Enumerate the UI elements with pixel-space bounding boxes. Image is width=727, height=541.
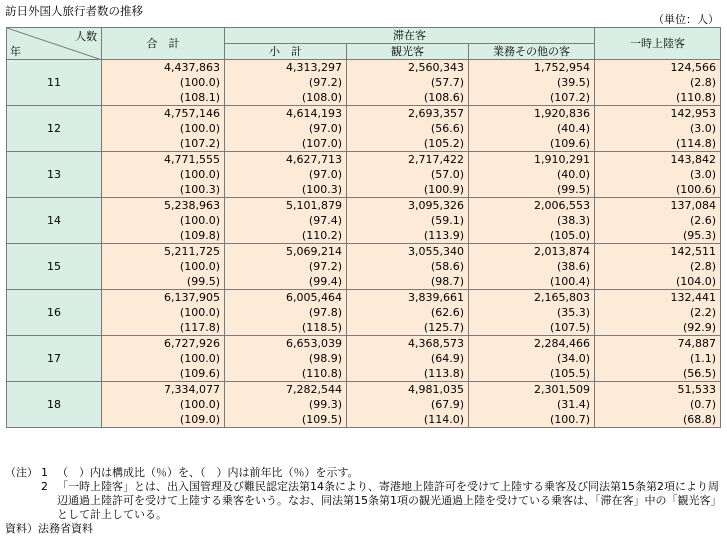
value-cell: (98.9) bbox=[225, 351, 347, 366]
value-cell: (100.3) bbox=[102, 182, 225, 198]
value-cell: 2,693,357 bbox=[347, 106, 469, 122]
value-cell: (100.0) bbox=[102, 213, 225, 228]
table-row bbox=[7, 121, 721, 136]
value-cell: (40.0) bbox=[469, 167, 595, 182]
value-cell: (67.9) bbox=[347, 397, 469, 412]
value-cell: (2.6) bbox=[595, 213, 721, 228]
unit-label: （単位：人） bbox=[653, 13, 719, 26]
value-cell: (107.5) bbox=[469, 320, 595, 336]
value-cell: 1,910,291 bbox=[469, 152, 595, 168]
header-subtotal: 小 計 bbox=[225, 44, 347, 60]
value-cell: 4,757,146 bbox=[102, 106, 225, 122]
table-row bbox=[7, 320, 721, 336]
value-cell: 74,887 bbox=[595, 336, 721, 352]
table-row bbox=[7, 136, 721, 152]
value-cell: (62.6) bbox=[347, 305, 469, 320]
year-cell: 14 bbox=[7, 198, 102, 244]
value-cell: (125.7) bbox=[347, 320, 469, 336]
value-cell: (99.4) bbox=[225, 274, 347, 290]
value-cell: (107.2) bbox=[469, 90, 595, 106]
table-row bbox=[7, 106, 721, 122]
value-cell: 4,627,713 bbox=[225, 152, 347, 168]
table-row bbox=[7, 198, 721, 214]
value-cell: (100.0) bbox=[102, 167, 225, 182]
table-row bbox=[7, 397, 721, 412]
value-cell: (98.7) bbox=[347, 274, 469, 290]
value-cell: 143,842 bbox=[595, 152, 721, 168]
value-cell: (99.5) bbox=[102, 274, 225, 290]
year-cell: 17 bbox=[7, 336, 102, 382]
table-row bbox=[7, 75, 721, 90]
value-cell: (110.2) bbox=[225, 228, 347, 244]
value-cell: (97.8) bbox=[225, 305, 347, 320]
value-cell: 6,005,464 bbox=[225, 290, 347, 306]
value-cell: (64.9) bbox=[347, 351, 469, 366]
value-cell: (109.6) bbox=[102, 366, 225, 382]
table-row bbox=[7, 336, 721, 352]
value-cell: 132,441 bbox=[595, 290, 721, 306]
value-cell: (100.0) bbox=[102, 351, 225, 366]
value-cell: (38.6) bbox=[469, 259, 595, 274]
value-cell: (105.2) bbox=[347, 136, 469, 152]
value-cell: (35.3) bbox=[469, 305, 595, 320]
value-cell: 7,282,544 bbox=[225, 382, 347, 398]
value-cell: (31.4) bbox=[469, 397, 595, 412]
value-cell: (92.9) bbox=[595, 320, 721, 336]
value-cell: (100.0) bbox=[102, 259, 225, 274]
value-cell: (97.4) bbox=[225, 213, 347, 228]
value-cell: (113.8) bbox=[347, 366, 469, 382]
table-row bbox=[7, 382, 721, 398]
table-row bbox=[7, 182, 721, 198]
value-cell: (99.5) bbox=[469, 182, 595, 198]
value-cell: 2,013,874 bbox=[469, 244, 595, 260]
value-cell: 5,069,214 bbox=[225, 244, 347, 260]
note-2-text: 「一時上陸客」とは、出入国管理及び難民認定法第14条により、寄港地上陸許可を受けて上陸する乗客及び同法第15条第2項により周辺通過上陸許可を受けて上陸する乗客をいう。なお、同法第15条第1項の観光通過上陸を受けている乗客は、「滞在客」中の「観光客」として計上している。 bbox=[57, 480, 719, 521]
visitor-stats-table bbox=[6, 27, 721, 428]
value-cell: 2,560,343 bbox=[347, 60, 469, 76]
value-cell: 51,533 bbox=[595, 382, 721, 398]
corner-bottom-label: 年 bbox=[10, 45, 21, 58]
value-cell: (105.0) bbox=[469, 228, 595, 244]
value-cell: (100.3) bbox=[225, 182, 347, 198]
value-cell: 4,437,863 bbox=[102, 60, 225, 76]
value-cell: (1.1) bbox=[595, 351, 721, 366]
value-cell: (97.0) bbox=[225, 121, 347, 136]
table-row bbox=[7, 412, 721, 428]
table-row bbox=[7, 290, 721, 306]
value-cell: (3.0) bbox=[595, 121, 721, 136]
value-cell: 4,981,035 bbox=[347, 382, 469, 398]
value-cell: (97.2) bbox=[225, 259, 347, 274]
value-cell: (97.0) bbox=[225, 167, 347, 182]
table-row bbox=[7, 259, 721, 274]
year-cell: 18 bbox=[7, 382, 102, 428]
table-row bbox=[7, 60, 721, 76]
value-cell: (2.8) bbox=[595, 259, 721, 274]
value-cell: 3,095,326 bbox=[347, 198, 469, 214]
value-cell: (108.6) bbox=[347, 90, 469, 106]
value-cell: (95.3) bbox=[595, 228, 721, 244]
value-cell: (117.8) bbox=[102, 320, 225, 336]
value-cell: 4,313,297 bbox=[225, 60, 347, 76]
table-row bbox=[7, 213, 721, 228]
value-cell: (34.0) bbox=[469, 351, 595, 366]
value-cell: 137,084 bbox=[595, 198, 721, 214]
value-cell: 3,839,661 bbox=[347, 290, 469, 306]
value-cell: (109.8) bbox=[102, 228, 225, 244]
note-1-number: 1 bbox=[41, 466, 48, 479]
table-row bbox=[7, 244, 721, 260]
year-cell: 15 bbox=[7, 244, 102, 290]
value-cell: (57.0) bbox=[347, 167, 469, 182]
value-cell: (58.6) bbox=[347, 259, 469, 274]
value-cell: 2,006,553 bbox=[469, 198, 595, 214]
value-cell: (56.5) bbox=[595, 366, 721, 382]
value-cell: 4,614,193 bbox=[225, 106, 347, 122]
value-cell: (38.3) bbox=[469, 213, 595, 228]
table-body bbox=[7, 60, 721, 428]
header-business: 業務その他の客 bbox=[469, 44, 595, 60]
value-cell: 6,727,926 bbox=[102, 336, 225, 352]
value-cell: (100.0) bbox=[102, 397, 225, 412]
table-row bbox=[7, 366, 721, 382]
value-cell: 2,717,422 bbox=[347, 152, 469, 168]
header-stay-group: 滞在客 bbox=[225, 28, 595, 44]
value-cell: (57.7) bbox=[347, 75, 469, 90]
value-cell: (100.7) bbox=[469, 412, 595, 428]
value-cell: (99.3) bbox=[225, 397, 347, 412]
corner-top-label: 人数 bbox=[75, 30, 97, 43]
value-cell: 3,055,340 bbox=[347, 244, 469, 260]
year-cell: 12 bbox=[7, 106, 102, 152]
year-cell: 13 bbox=[7, 152, 102, 198]
value-cell: 5,101,879 bbox=[225, 198, 347, 214]
value-cell: (97.2) bbox=[225, 75, 347, 90]
table-row bbox=[7, 90, 721, 106]
value-cell: (105.5) bbox=[469, 366, 595, 382]
value-cell: 5,238,963 bbox=[102, 198, 225, 214]
value-cell: (68.8) bbox=[595, 412, 721, 428]
value-cell: 1,752,954 bbox=[469, 60, 595, 76]
value-cell: (2.8) bbox=[595, 75, 721, 90]
value-cell: (100.9) bbox=[347, 182, 469, 198]
value-cell: (110.8) bbox=[595, 90, 721, 106]
corner-header bbox=[7, 28, 102, 60]
value-cell: (59.1) bbox=[347, 213, 469, 228]
note-1 bbox=[5, 466, 721, 480]
value-cell: 2,284,466 bbox=[469, 336, 595, 352]
value-cell: (108.1) bbox=[102, 90, 225, 106]
value-cell: (110.8) bbox=[225, 366, 347, 382]
value-cell: (0.7) bbox=[595, 397, 721, 412]
table-row bbox=[7, 305, 721, 320]
note-label: （注） bbox=[5, 466, 38, 479]
value-cell: (107.0) bbox=[225, 136, 347, 152]
value-cell: (109.6) bbox=[469, 136, 595, 152]
value-cell: (100.0) bbox=[102, 121, 225, 136]
value-cell: (109.5) bbox=[225, 412, 347, 428]
header-temporary: 一時上陸客 bbox=[595, 28, 721, 60]
table-title: 訪日外国人旅行者数の推移 bbox=[5, 4, 143, 18]
value-cell: (100.0) bbox=[102, 305, 225, 320]
table-row bbox=[7, 228, 721, 244]
value-cell: (100.4) bbox=[469, 274, 595, 290]
value-cell: (113.9) bbox=[347, 228, 469, 244]
value-cell: (114.0) bbox=[347, 412, 469, 428]
table-row bbox=[7, 167, 721, 182]
value-cell: 2,301,509 bbox=[469, 382, 595, 398]
table-row bbox=[7, 274, 721, 290]
value-cell: 4,771,555 bbox=[102, 152, 225, 168]
value-cell: 5,211,725 bbox=[102, 244, 225, 260]
value-cell: (107.2) bbox=[102, 136, 225, 152]
value-cell: 2,165,803 bbox=[469, 290, 595, 306]
table-row bbox=[7, 351, 721, 366]
header-total: 合 計 bbox=[102, 28, 225, 60]
header-tourist: 観光客 bbox=[347, 44, 469, 60]
value-cell: (56.6) bbox=[347, 121, 469, 136]
value-cell: (100.6) bbox=[595, 182, 721, 198]
year-cell: 11 bbox=[7, 60, 102, 106]
value-cell: 4,368,573 bbox=[347, 336, 469, 352]
value-cell: 124,566 bbox=[595, 60, 721, 76]
value-cell: (109.0) bbox=[102, 412, 225, 428]
value-cell: 7,334,077 bbox=[102, 382, 225, 398]
value-cell: (40.4) bbox=[469, 121, 595, 136]
year-cell: 16 bbox=[7, 290, 102, 336]
note-2 bbox=[5, 480, 721, 522]
value-cell: 6,137,905 bbox=[102, 290, 225, 306]
value-cell: 1,920,836 bbox=[469, 106, 595, 122]
value-cell: (104.0) bbox=[595, 274, 721, 290]
value-cell: (114.8) bbox=[595, 136, 721, 152]
note-1-text: （ ）内は構成比（％）を、（ ）内は前年比（％）を示す。 bbox=[57, 466, 359, 479]
table-row bbox=[7, 152, 721, 168]
source-note: 資料）法務省資料 bbox=[5, 522, 93, 535]
value-cell: (3.0) bbox=[595, 167, 721, 182]
note-2-number: 2 bbox=[41, 480, 48, 493]
value-cell: 6,653,039 bbox=[225, 336, 347, 352]
value-cell: (2.2) bbox=[595, 305, 721, 320]
value-cell: (100.0) bbox=[102, 75, 225, 90]
value-cell: (118.5) bbox=[225, 320, 347, 336]
value-cell: 142,511 bbox=[595, 244, 721, 260]
value-cell: (108.0) bbox=[225, 90, 347, 106]
value-cell: 142,953 bbox=[595, 106, 721, 122]
notes bbox=[5, 466, 721, 536]
value-cell: (39.5) bbox=[469, 75, 595, 90]
